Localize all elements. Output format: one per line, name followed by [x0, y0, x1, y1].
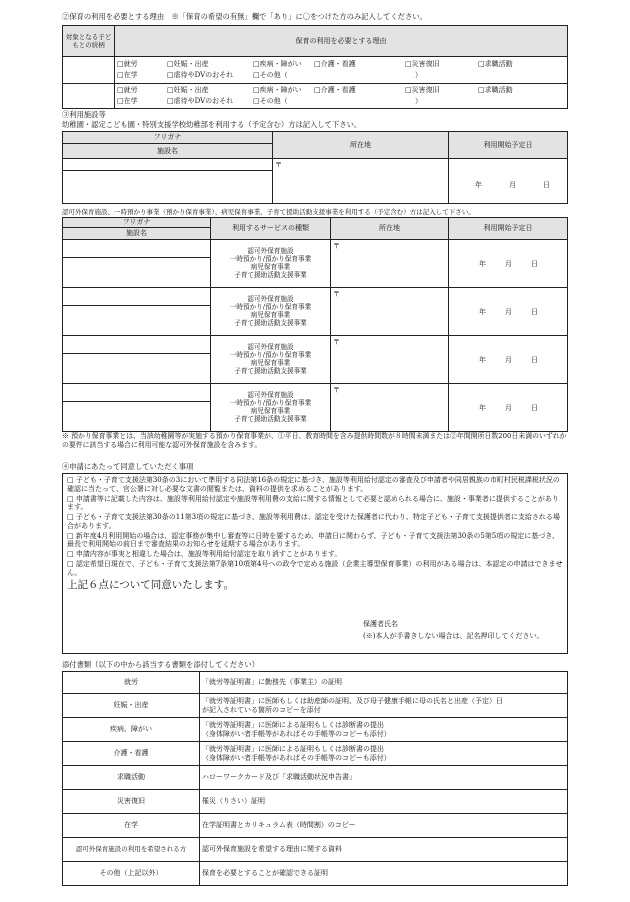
- svc-sick-child: 病児保育事業: [250, 311, 291, 320]
- facility-row: [63, 287, 568, 305]
- service-type-header: 利用するサービスの種類: [211, 218, 331, 240]
- document-label: 妊娠・出産: [63, 694, 200, 718]
- postal-mark: 〒: [333, 337, 340, 346]
- target-col-header: 対象となる子どもとの続柄: [63, 26, 115, 57]
- facility-name-input[interactable]: [63, 257, 211, 287]
- check-abuse[interactable]: □虐待やDVのおそれ: [167, 71, 234, 79]
- start-date-header: 利用開始予定日: [449, 132, 568, 159]
- agreement-item[interactable]: □ 子ども・子育て支援法第30条の3において準用する同法第16条の規定に基づき、施設等利用給付認定の審査及び申請者や同居親族の市町村民税課税状況の確認に当たって、官公署に対し必要な文書の閲覧または、資料の提供を求めることがあります。: [67, 476, 560, 493]
- agreement-item[interactable]: □ 認定希望日現在で、子ども・子育て支援法第7条第10項第4号への政令で定める施設（企業主導型保育事業）の利用がある場合は、本認定の申請はできません。: [67, 559, 563, 577]
- facility-name-input[interactable]: [63, 305, 211, 335]
- document-desc: 認可外保育施設を希望する理由に関する資料: [202, 845, 342, 854]
- agreement-item[interactable]: □ 新年度4月利用開始の場合は、認定事務が集中し審査等に日時を要するため、申請日に関わらず、子ども・子育て支援法第30条の5第5項の規定に基づき、最長で利用開始の前日まで審査結果のお知らせを延期する場合があります。: [67, 531, 559, 549]
- service-type-options[interactable]: [211, 287, 331, 335]
- check-work[interactable]: □就労: [117, 60, 138, 68]
- svc-unlicensed: 認可外保育施設: [247, 343, 294, 352]
- furigana-input[interactable]: [63, 383, 211, 401]
- service-type-options[interactable]: [211, 239, 331, 287]
- month-label: 月: [505, 403, 512, 412]
- document-desc: 保育を必要とすることが確認できる証明: [202, 869, 328, 878]
- year-label: 年: [475, 181, 482, 189]
- document-desc: ハローワークカード及び「求職活動状況申告書」: [202, 773, 356, 782]
- other-close: ）: [415, 71, 422, 79]
- furigana-input[interactable]: [63, 287, 211, 305]
- facility-row: [63, 383, 568, 401]
- facilities-sub1: 幼稚園・認定こども園・特別支援学校幼稚部を利用する（予定含む）方は記入して下さい。: [62, 120, 362, 129]
- check-care[interactable]: □介護・看護: [314, 60, 356, 68]
- document-label: 在学: [63, 814, 200, 838]
- svc-support: 子育て援助活動支援事業: [234, 367, 307, 376]
- agreement-item[interactable]: □ 子ども・子育て支援法第30条の11第3項の規定に基づき、施設等利用費は、認定を受けた保護者に代わり、特定子ども・子育て支援提供者に支給される場合があります。: [67, 513, 560, 530]
- check-illness[interactable]: □疾病・障がい: [253, 86, 302, 94]
- svc-support: 子育て援助活動支援事業: [234, 415, 307, 424]
- day-label: 日: [531, 355, 538, 364]
- address-input[interactable]: [331, 383, 449, 431]
- check-disaster[interactable]: □災害復旧: [405, 60, 440, 68]
- svc-temporary: 一時預かり/預かり保育事業: [229, 351, 312, 360]
- other-close: ）: [415, 97, 422, 105]
- address-header: 所在地: [273, 132, 449, 159]
- check-other[interactable]: □その他（: [253, 97, 288, 105]
- reason-heading: ②保育の利用を必要とする理由 ※「保育の希望の有無」欄で「あり」に〇をつけた方のみ記入してください。: [62, 12, 427, 21]
- address-header: 所在地: [331, 218, 449, 240]
- svc-temporary: 一時預かり/預かり保育事業: [229, 399, 312, 408]
- document-desc: 「就労等証明書」に医師もしくは助産師の証明、及び母子健康手帳に母の氏名と出産（予定）日: [202, 696, 503, 705]
- start-date-header: 利用開始予定日: [449, 218, 568, 240]
- document-row: [63, 742, 568, 766]
- furigana-header: フリガナ: [63, 218, 211, 228]
- start-date-input[interactable]: [449, 239, 568, 287]
- agreement-heading: ④申請にあたって同意していただく事項: [62, 462, 194, 471]
- document-row: [63, 838, 568, 862]
- agreement-item[interactable]: □ 申請書等に記載した内容は、施設等利用給付認定や施設等利用費の支給に関する情報として必要と認められる場合に、施設・事業者に提供することがあります。: [67, 494, 559, 512]
- day-label: 日: [531, 259, 538, 268]
- document-desc: 罹災（りさい）証明: [202, 797, 265, 806]
- facility-name-input[interactable]: [63, 353, 211, 383]
- svc-support: 子育て援助活動支援事業: [234, 319, 307, 328]
- furigana-input[interactable]: [63, 335, 211, 353]
- document-desc-2: が記入されている箇所のコピーを添付: [202, 705, 321, 714]
- other-facility-table: [62, 217, 568, 432]
- postal-mark: 〒: [275, 161, 282, 169]
- documents-heading: 添付書類（以下の中から該当する書類を添付してください）: [62, 660, 260, 669]
- svc-temporary: 一時預かり/預かり保育事業: [229, 303, 312, 312]
- document-row: [63, 718, 568, 742]
- check-work[interactable]: □就労: [117, 86, 138, 94]
- service-type-options[interactable]: [211, 335, 331, 383]
- month-label: 月: [509, 181, 516, 189]
- document-label: 疾病、障がい: [63, 718, 200, 742]
- facility-name-input[interactable]: [63, 171, 273, 204]
- furigana-input[interactable]: [63, 159, 273, 171]
- document-row: [63, 694, 568, 718]
- start-date-input[interactable]: [449, 383, 568, 431]
- document-label: その他（上記以外）: [63, 862, 200, 886]
- reason-col-header: 保育の利用を必要とする理由: [115, 26, 568, 57]
- document-row: [63, 672, 568, 694]
- document-row: [63, 766, 568, 790]
- reason-row: [63, 84, 568, 109]
- facilities-note: ※ 預かり保育事業とは、当該幼稚園等が実施する預かり保育事業が、①平日、教育時間を含み提供時間数が８時間未満または②年間開所日数200日未満のいずれかの要件に該当する場合に利用可能な認可外保育施設を含みます。: [62, 432, 567, 449]
- document-label: 介護・看護: [63, 742, 200, 766]
- svc-unlicensed: 認可外保育施設: [247, 247, 294, 256]
- start-date-input[interactable]: [449, 287, 568, 335]
- day-label: 日: [543, 181, 550, 189]
- year-label: 年: [479, 259, 486, 268]
- agree-statement: 上記６点について同意いたします。: [67, 579, 234, 592]
- check-jobseek[interactable]: □求職活動: [478, 60, 513, 68]
- check-pregnancy[interactable]: □妊娠・出産: [167, 86, 209, 94]
- month-label: 月: [505, 355, 512, 364]
- svc-support: 子育て援助活動支援事業: [234, 271, 307, 280]
- document-label: 認可外保育施設の利用を希望される方: [63, 838, 200, 862]
- target-cell[interactable]: [63, 84, 115, 109]
- document-row: [63, 814, 568, 838]
- furigana-header: フリガナ: [63, 132, 273, 144]
- facility-name-input[interactable]: [63, 401, 211, 431]
- check-abuse[interactable]: □虐待やDVのおそれ: [167, 97, 234, 105]
- service-type-options[interactable]: [211, 383, 331, 431]
- month-label: 月: [505, 307, 512, 316]
- facility-name-header: 施設名: [63, 227, 211, 239]
- year-label: 年: [479, 307, 486, 316]
- check-school[interactable]: □在学: [117, 71, 138, 79]
- facility-row: [63, 335, 568, 353]
- document-label: 就労: [63, 672, 200, 694]
- facilities-heading: ③利用施設等: [62, 110, 106, 119]
- furigana-input[interactable]: [63, 239, 211, 257]
- month-label: 月: [505, 259, 512, 268]
- reason-row: [63, 57, 568, 84]
- svc-unlicensed: 認可外保育施設: [247, 295, 294, 304]
- facility-row: [63, 239, 568, 257]
- check-school[interactable]: □在学: [117, 97, 138, 105]
- day-label: 日: [531, 307, 538, 316]
- seal-note: (※)本人が手書きしない場合は、記名押印してください。: [363, 632, 544, 640]
- agreement-box: [62, 473, 568, 654]
- document-desc: 「就労等証明書」に医師による証明もしくは診断書の提出: [202, 720, 384, 729]
- day-label: 日: [531, 403, 538, 412]
- document-desc: 在学証明書とカリキュラム表（時間割）のコピー: [202, 821, 356, 830]
- reason-table: [62, 25, 568, 109]
- check-pregnancy[interactable]: □妊娠・出産: [167, 60, 209, 68]
- documents-table: [62, 671, 568, 886]
- target-cell[interactable]: [63, 57, 115, 84]
- document-row: [63, 790, 568, 814]
- document-desc-2: （身体障がい者手帳等があればその手帳等のコピーも添付）: [202, 753, 391, 762]
- svc-sick-child: 病児保育事業: [250, 407, 291, 416]
- svc-unlicensed: 認可外保育施設: [247, 391, 294, 400]
- svc-sick-child: 病児保育事業: [250, 359, 291, 368]
- start-date-input[interactable]: [449, 159, 568, 204]
- check-disaster[interactable]: □災害復旧: [405, 86, 440, 94]
- document-label: 災害復旧: [63, 790, 200, 814]
- facility-name-header: 施設名: [63, 144, 273, 159]
- guardian-name-label: 保護者氏名: [363, 620, 398, 628]
- document-label: 求職活動: [63, 766, 200, 790]
- postal-mark: 〒: [333, 385, 340, 394]
- agreement-item[interactable]: □ 申請内容が事実と相違した場合は、施設等利用給付認定を取り消すことがあります。: [67, 550, 342, 558]
- document-desc: 「就労等証明書」に勤務先（事業主）の証明: [202, 678, 342, 687]
- postal-mark: 〒: [333, 289, 340, 298]
- svc-temporary: 一時預かり/預かり保育事業: [229, 255, 312, 264]
- guardian-name-input[interactable]: [413, 619, 553, 630]
- check-care[interactable]: □介護・看護: [314, 86, 356, 94]
- address-input[interactable]: [331, 239, 449, 287]
- postal-mark: 〒: [333, 241, 340, 250]
- year-label: 年: [479, 355, 486, 364]
- facilities-sub2: 認可外保育施設、一時預かり事業（預かり保育事業）、病児保育事業、子育て援助活動支援事業を利用する（予定含む）方は記入して下さい。: [62, 208, 475, 216]
- address-input[interactable]: [331, 287, 449, 335]
- document-desc-2: （身体障がい者手帳等があればその手帳等のコピーも添付）: [202, 729, 391, 738]
- document-desc: 「就労等証明書」に医師による証明もしくは診断書の提出: [202, 744, 384, 753]
- check-jobseek[interactable]: □求職活動: [478, 86, 513, 94]
- address-input[interactable]: [273, 159, 449, 204]
- document-row: [63, 862, 568, 886]
- svc-sick-child: 病児保育事業: [250, 263, 291, 272]
- address-input[interactable]: [331, 335, 449, 383]
- check-other[interactable]: □その他（: [253, 71, 288, 79]
- year-label: 年: [479, 403, 486, 412]
- start-date-input[interactable]: [449, 335, 568, 383]
- kindergarten-table: [62, 131, 568, 204]
- check-illness[interactable]: □疾病・障がい: [253, 60, 302, 68]
